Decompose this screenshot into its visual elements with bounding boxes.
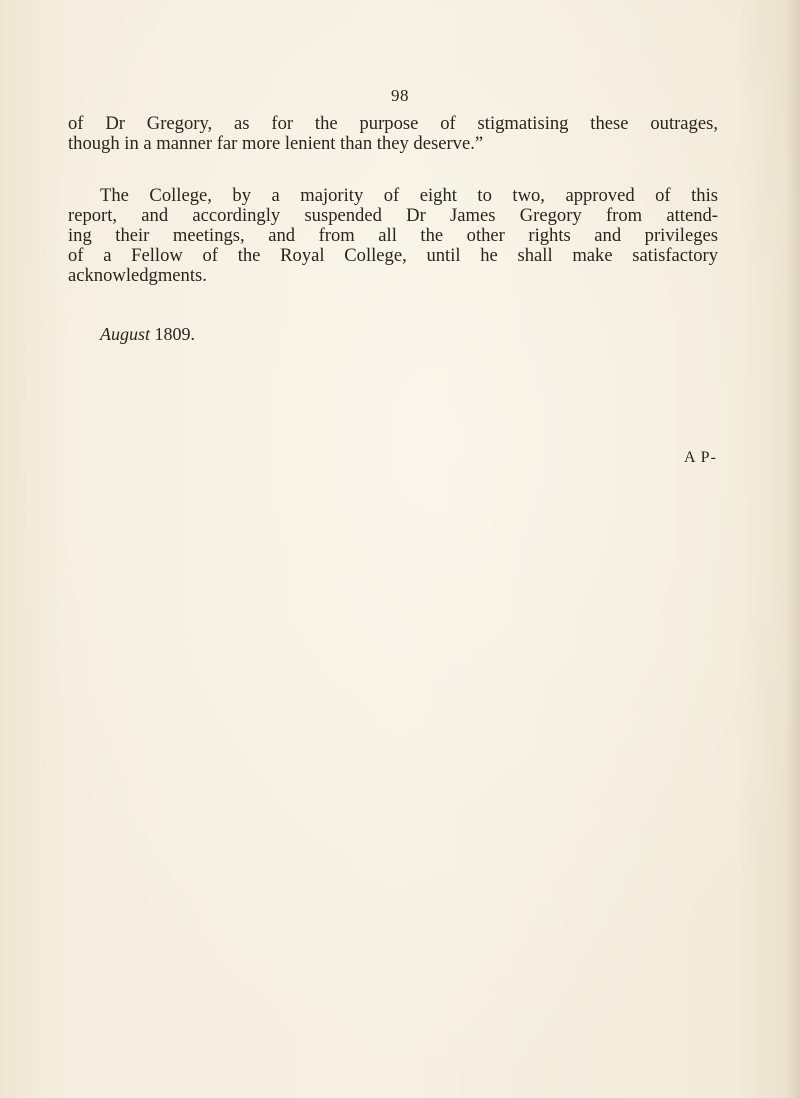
paragraph-2-line-3: ing their meetings, and from all the other rights and privileges: [68, 225, 718, 246]
paragraph-1: [68, 114, 718, 154]
date-month: August: [100, 324, 151, 344]
date-year: 1809.: [154, 324, 196, 344]
catchword: A P-: [684, 449, 717, 466]
page-edge-shadow: [786, 0, 800, 1098]
paragraph-2-line-1: The College, by a majority of eight to two, approved of this: [100, 185, 718, 206]
paragraph-1-line-2: though in a manner far more lenient than they deserve.”: [68, 133, 484, 154]
page-number: 98: [391, 86, 409, 105]
paragraph-2-line-4: of a Fellow of the Royal College, until he shall make satisfactory: [68, 245, 718, 266]
paragraph-2: [68, 186, 718, 286]
paragraph-1-line-1: of Dr Gregory, as for the purpose of stigmatising these outrages,: [68, 113, 718, 134]
paragraph-2-line-5: acknowledgments.: [68, 265, 207, 286]
date-line: [100, 324, 195, 345]
paragraph-2-line-2: report, and accordingly suspended Dr James Gregory from attend-: [68, 205, 718, 226]
